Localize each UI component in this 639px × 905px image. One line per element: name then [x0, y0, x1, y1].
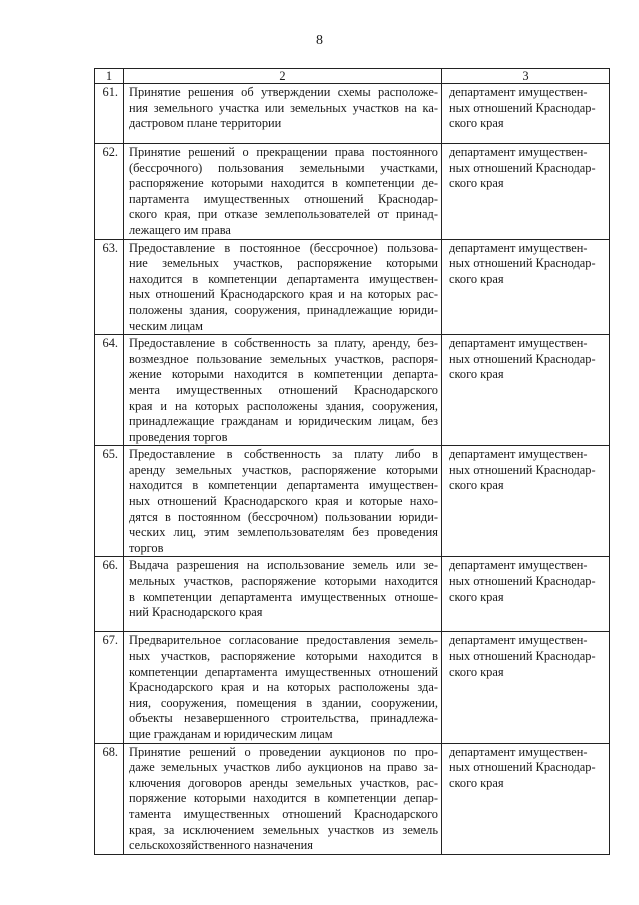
department-line: ных отношений Краснодар-	[449, 462, 596, 477]
row-number: 66.	[95, 557, 124, 632]
department-line: ского края	[449, 589, 504, 604]
service-name-line: проведения торгов	[129, 429, 228, 444]
department-line: ных отношений Краснодар-	[449, 256, 596, 271]
service-name-line: возмездное пользование земельных участков, распоря-	[129, 351, 438, 366]
service-name-line: Предварительное согласование предоставления земель-	[129, 633, 438, 648]
service-name-line: ского края, при отказе землепользователей от принад-	[129, 207, 438, 222]
service-name-cell	[124, 743, 442, 854]
table-row	[95, 743, 610, 854]
department-line: ского края	[449, 176, 504, 191]
service-name-line: принадлежащие гражданам и юридическим лицам, без	[129, 414, 438, 429]
row-number: 63.	[95, 239, 124, 335]
table-row	[95, 335, 610, 446]
service-name-line: партамента имущественных отношений Краснодар-	[129, 191, 438, 206]
department-line: департамент имуществен-	[449, 336, 588, 351]
service-name-line: Выдача разрешения на использование земель или зе-	[129, 558, 438, 573]
service-name-line: тамента имущественных отношений Краснодарского	[129, 806, 438, 821]
row-number: 62.	[95, 144, 124, 240]
page-number: 8	[316, 33, 323, 48]
department-line: департамент имуществен-	[449, 85, 588, 99]
department-cell	[442, 84, 610, 144]
table-row	[95, 144, 610, 240]
service-name-cell	[124, 632, 442, 743]
services-table	[94, 68, 610, 855]
table-row	[95, 446, 610, 557]
service-name-line: сельскохозяйственного назначения	[129, 838, 313, 853]
department-line: ных отношений Краснодар-	[449, 574, 596, 589]
service-name-line: Принятие решений о проведении аукционов по про-	[129, 744, 438, 759]
service-name-cell	[124, 335, 442, 446]
service-name-line: распоряжение которыми находится в компетенции де-	[129, 176, 438, 191]
service-name-line: Предоставление в собственность за плату либо в	[129, 447, 438, 462]
department-cell	[442, 632, 610, 743]
service-name-line: щие гражданам и юридическим лицам	[129, 727, 333, 741]
service-name-line: находится в компетенции департамента имуществен-	[129, 271, 438, 286]
service-name-line: Предоставление в собственность за плату, аренду, без-	[129, 336, 438, 351]
table-row	[95, 557, 610, 632]
row-number: 68.	[95, 743, 124, 854]
service-name-line: края и на которых расположены здания, сооружения,	[129, 398, 438, 413]
department-line: ского края	[449, 664, 504, 679]
service-name-line: ние земельных участков, распоряжение которыми	[129, 256, 438, 271]
service-name-line: мельных участков, распоряжение которыми находится	[129, 574, 438, 589]
service-name-line: объекты незавершенного строительства, принадлежа-	[129, 711, 438, 726]
service-name-line: края, за исключением земельных участков из земель	[129, 822, 438, 837]
department-line: департамент имуществен-	[449, 145, 588, 159]
department-line: ных отношений Краснодар-	[449, 100, 596, 115]
table-body	[95, 84, 610, 855]
service-name-line: жение которыми находится в компетенции департа-	[129, 367, 438, 382]
table-row	[95, 239, 610, 335]
service-name-line: ческим лицам	[129, 318, 203, 333]
service-name-line: дятся в постоянном (бессрочном) пользовании юриди-	[129, 509, 438, 524]
department-cell	[442, 557, 610, 632]
service-name-cell	[124, 144, 442, 240]
department-cell	[442, 144, 610, 240]
department-line: департамент имуществен-	[449, 447, 588, 462]
department-line: департамент имуществен-	[449, 633, 588, 648]
service-name-line: Принятие решения об утверждении схемы расположе-	[129, 85, 438, 99]
department-line: ных отношений Краснодар-	[449, 351, 596, 366]
department-line: департамент имуществен-	[449, 240, 588, 255]
column-header-service: 2	[124, 69, 442, 84]
department-line: ского края	[449, 367, 504, 382]
service-name-line: положены здания, сооружения, принадлежащие юриди-	[129, 302, 438, 317]
department-line: ского края	[449, 775, 504, 790]
service-name-line: компетенции департамента имущественных отношений	[129, 664, 438, 679]
row-number: 65.	[95, 446, 124, 557]
table-row	[95, 632, 610, 743]
department-line: ского края	[449, 271, 504, 286]
column-header-department: 3	[442, 69, 610, 84]
service-name-cell	[124, 446, 442, 557]
service-name-line: даже земельных участков либо аукционов на право за-	[129, 760, 438, 775]
service-name-line: ния, сооружения, помещения в здании, сооружении,	[129, 695, 438, 710]
service-name-line: лежащего им права	[129, 222, 231, 237]
service-name-line: ных участков, распоряжение которыми находится в	[129, 649, 438, 664]
table-header-row	[95, 69, 610, 84]
service-name-line: ния земельного участка или земельных участков на ка-	[129, 100, 438, 115]
service-name-line: Принятие решений о прекращении права постоянного	[129, 145, 438, 159]
service-name-cell	[124, 557, 442, 632]
service-name-line: ключения договоров аренды земельных участков, рас-	[129, 775, 438, 790]
department-line: департамент имуществен-	[449, 744, 588, 759]
service-name-line: находится в компетенции департамента имуществен-	[129, 478, 438, 493]
department-line: департамент имуществен-	[449, 558, 588, 573]
row-number: 64.	[95, 335, 124, 446]
service-name-line: (бессрочного) пользования земельными участками,	[129, 160, 438, 175]
department-line: ского края	[449, 116, 504, 131]
row-number: 61.	[95, 84, 124, 144]
service-name-line: ных отношений Краснодарского края и на которых рас-	[129, 287, 438, 302]
service-name-line: Краснодарского края и на которых расположены зда-	[129, 680, 438, 695]
row-number: 67.	[95, 632, 124, 743]
service-name-line: аренду земельных участков, распоряжение которыми	[129, 462, 438, 477]
service-name-cell	[124, 239, 442, 335]
department-cell	[442, 335, 610, 446]
service-name-line: мента имущественных отношений Краснодарского	[129, 382, 438, 397]
department-cell	[442, 239, 610, 335]
table-row	[95, 84, 610, 144]
service-name-line: в компетенции департамента имущественных отноше-	[129, 589, 438, 604]
service-name-line: ческих лиц, этим землепользователям без проведения	[129, 525, 438, 540]
department-cell	[442, 446, 610, 557]
service-name-line: ний Краснодарского края	[129, 605, 263, 620]
department-line: ского края	[449, 478, 504, 493]
service-name-line: дастровом плане территории	[129, 116, 282, 131]
service-name-line: Предоставление в постоянное (бессрочное) пользова-	[129, 240, 438, 255]
service-name-line: торгов	[129, 540, 164, 555]
service-name-line: поряжение которыми находится в компетенции депар-	[129, 791, 438, 806]
department-line: ных отношений Краснодар-	[449, 160, 596, 175]
department-line: ных отношений Краснодар-	[449, 649, 596, 664]
column-header-number: 1	[95, 69, 124, 84]
service-name-line: ных отношений Краснодарского края и которые нахо-	[129, 494, 438, 509]
service-name-cell	[124, 84, 442, 144]
department-line: ных отношений Краснодар-	[449, 760, 596, 775]
department-cell	[442, 743, 610, 854]
